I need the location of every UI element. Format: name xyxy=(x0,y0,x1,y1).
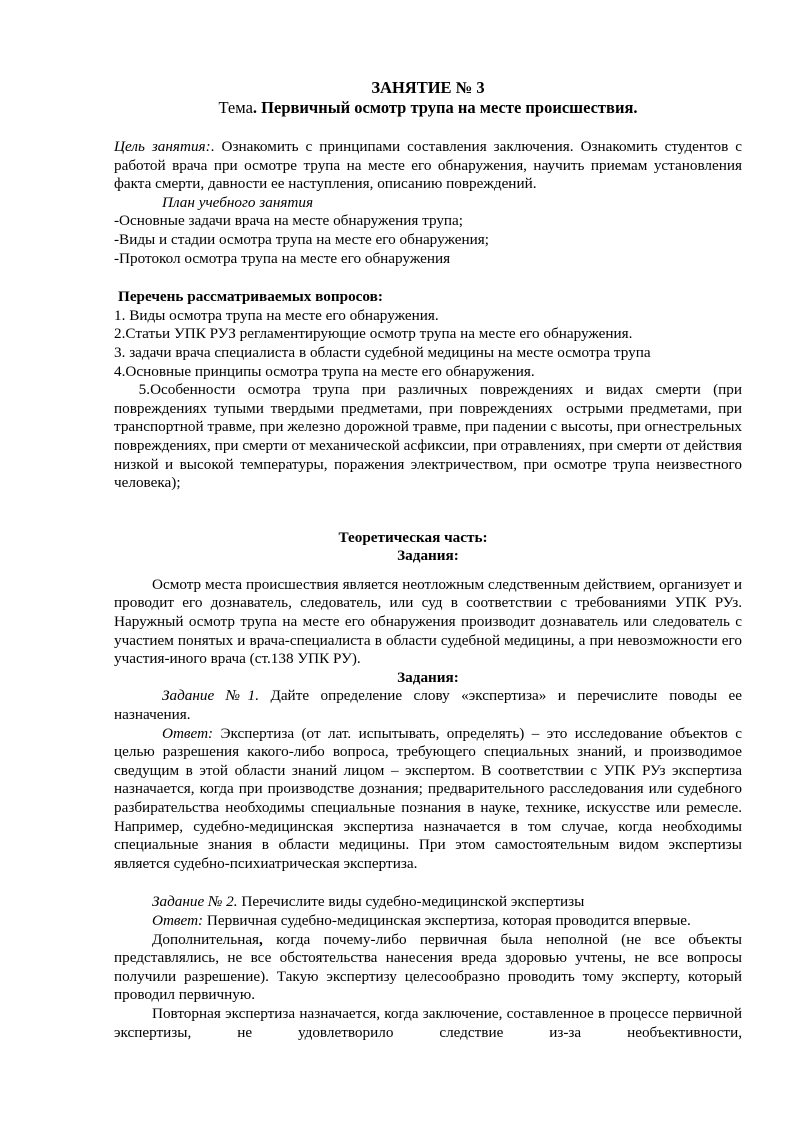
lesson-topic xyxy=(114,98,742,118)
question-item: 2.Статьи УПК РУЗ регламентирующие осмотр трупа на месте его обнаружения. xyxy=(114,325,633,343)
question-item: 1. Виды осмотра трупа на месте его обнаружения. xyxy=(114,306,439,324)
question-item: 5.Особенности осмотра трупа при различных повреждениях и видах смерти (при повреждениях тупыми твердыми предметами, при повреждениях острыми предметами, при транспортной травме, при железно дорожной травме, при падении с высоты, при огнестрельных повреждениях, при смерти от механической асфиксии, при отравлениях, при смерти от действия низкой и высокой температуры, поражения электричеством, при осмотре трупа неизвестного человека); xyxy=(114,381,746,492)
task2-text: Перечислите виды судебно-медицинской экспертизы xyxy=(237,893,585,911)
questions-title: Перечень рассматриваемых вопросов: xyxy=(118,288,383,306)
task1-paragraph xyxy=(114,687,742,724)
additional-word: Дополнительная xyxy=(152,930,260,948)
theory-subtitle: Задания: xyxy=(397,547,459,565)
question-item: 4.Основные принципы осмотра трупа на месте его обнаружения. xyxy=(114,362,535,380)
task2-paragraph xyxy=(114,893,742,912)
task1-text: Дайте определение слову «экспертиза» и перечислите поводы ее назначения. xyxy=(114,687,742,724)
tasks-title: Задания: xyxy=(397,668,459,686)
task2-label: Задание № 2. xyxy=(152,893,238,911)
question-item: 3. задачи врача специалиста в области судебной медицины на месте осмотра трупа xyxy=(114,343,651,361)
theory-title: Теоретическая часть: xyxy=(338,528,488,546)
plan-item: -Основные задачи врача на месте обнаружения трупа; xyxy=(114,212,464,230)
document-page xyxy=(114,78,746,1042)
plan-title: План учебного занятия xyxy=(162,193,314,211)
plan-item: -Виды и стадии осмотра трупа на месте его обнаружения; xyxy=(114,230,489,248)
answer-text: Первичная судебно-медицинская экспертиза, которая проводится впервые. xyxy=(203,911,691,929)
additional-comma: , xyxy=(259,930,263,948)
goal-text: . Ознакомить с принципами составления заключения. Ознакомить студентов с работой врача при осмотре трупа на месте его обнаружения, научить приемам установления факта смерти, давности ее наступления, описанию повреждений. xyxy=(114,138,742,193)
additional-paragraph xyxy=(114,931,742,1005)
task1-answer xyxy=(114,725,742,874)
additional-text: когда почему-либо первичная была неполной (не все объекты представлялись, не все обстоятельства нанесения вреда здоровью учтены, не все вопросы получили разрешение). Такую экспертизу целесообразно проводить тому эксперту, который проводил первичную. xyxy=(114,930,742,1004)
answer-text: Экспертиза (от лат. испытывать, определять) – это исследование объектов с целью разрешения какого-либо вопроса, требующего специальных знаний, и производимое сведущим в этой области знаний лицом – экспертом. В соответствии с УПК РУз экспертиза назначается, когда при производстве дознания; предварительного расследования или судебного разбирательства необходимы специальные познания в науке, технике, искусстве или ремесле. Например, судебно-медицинская экспертиза назначается в том случае, когда необходимы специальные знания в области медицины. При этом самостоятельным видом экспертизы является судебно-психиатрическая экспертиза. xyxy=(114,724,742,872)
plan-item: -Протокол осмотра трупа на месте его обнаружения xyxy=(114,249,451,267)
topic-label: Тема xyxy=(218,98,253,117)
goal-paragraph xyxy=(114,138,742,194)
repeat-paragraph: Повторная экспертиза назначается, когда заключение, составленное в процессе первичной экспертизы, не удовлетворило следствие из-за необъективности, xyxy=(114,1004,742,1041)
task2-answer xyxy=(114,912,742,931)
task1-label: Задание №1. xyxy=(162,687,260,705)
topic-text: . Первичный осмотр трупа на месте происшествия. xyxy=(252,98,638,117)
goal-label: Цель занятия: xyxy=(114,138,211,155)
theory-paragraph: Осмотр места происшествия является неотложным следственным действием, организует и проводит его дознаватель, следователь, или суд в соответствии с требованиями УПК РУз. Наружный осмотр трупа на месте его обнаружения производит дознаватель или следователь с участием понятых и врача-специалиста в области судебной медицины, а при невозможности его участия-иного врача (ст.138 УПК РУ). xyxy=(114,575,742,668)
answer-label: Ответ: xyxy=(162,724,214,742)
answer-label: Ответ: xyxy=(152,911,204,929)
lesson-number: ЗАНЯТИЕ № 3 xyxy=(371,78,485,97)
